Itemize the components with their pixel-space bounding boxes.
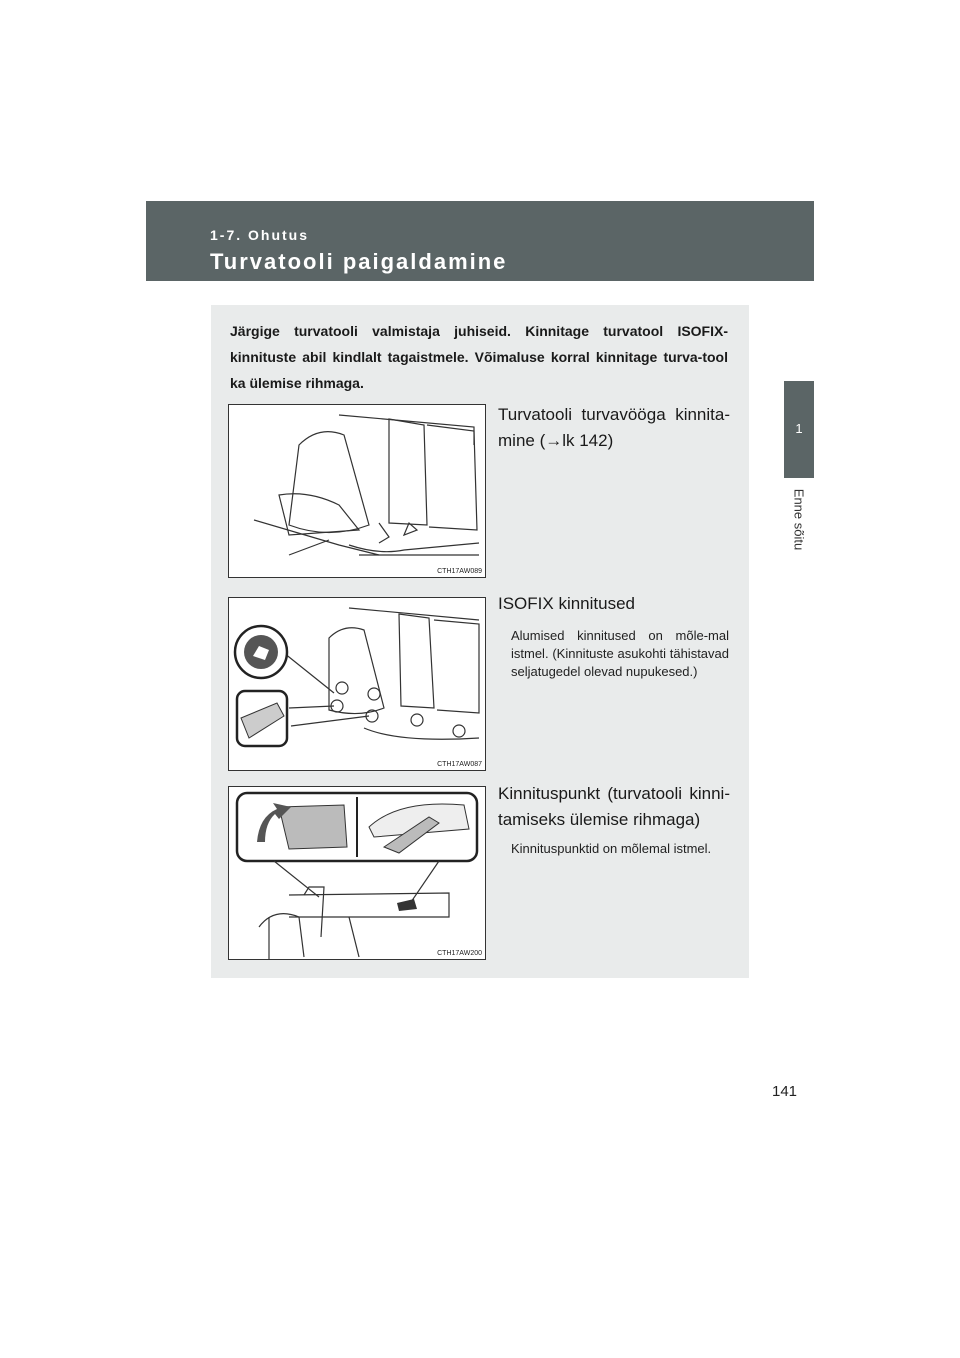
chapter-title: Enne sõitu bbox=[791, 488, 807, 551]
figure-child-seat-belt bbox=[228, 404, 486, 578]
figure-code: CTH17AW200 bbox=[437, 950, 482, 957]
chapter-number: 1 bbox=[795, 421, 803, 436]
item-title: Turvatooli turvavööga kinnita-mine (→lk 142) bbox=[498, 405, 730, 450]
chapter-side-label bbox=[782, 484, 816, 564]
chapter-tab bbox=[784, 381, 814, 478]
item-title: ISOFIX kinnitused bbox=[498, 594, 636, 613]
figure-top-tether bbox=[228, 786, 486, 960]
figure-code: CTH17AW087 bbox=[437, 761, 482, 768]
isofix-illustration bbox=[229, 598, 485, 770]
section-header bbox=[146, 201, 814, 281]
item-description: Alumised kinnitused on mõle-mal istmel. (Kinnituste asukohti tähistavad seljatugedel olevad nupukesed.) bbox=[511, 628, 729, 679]
top-tether-illustration bbox=[229, 787, 485, 959]
figure-code: CTH17AW089 bbox=[437, 568, 482, 575]
page-title: Turvatooli paigaldamine bbox=[210, 249, 508, 274]
section-label: 1-7. Ohutus bbox=[210, 227, 310, 243]
item-description: Kinnituspunktid on mõlemal istmel. bbox=[511, 841, 712, 856]
item-title: Kinnituspunkt (turvatooli kinni-tamiseks ülemise rihmaga) bbox=[498, 784, 730, 829]
child-seat-illustration bbox=[229, 405, 485, 577]
page-number: 141 bbox=[772, 1083, 798, 1100]
figure-isofix bbox=[228, 597, 486, 771]
intro-text: Järgige turvatooli valmistaja juhiseid. Kinnitage turvatool ISOFIX-kinnituste abil kindlalt tagaistmele. Võimaluse korral kinnitage turva-tool ka ülemise rihmaga. bbox=[230, 323, 728, 391]
